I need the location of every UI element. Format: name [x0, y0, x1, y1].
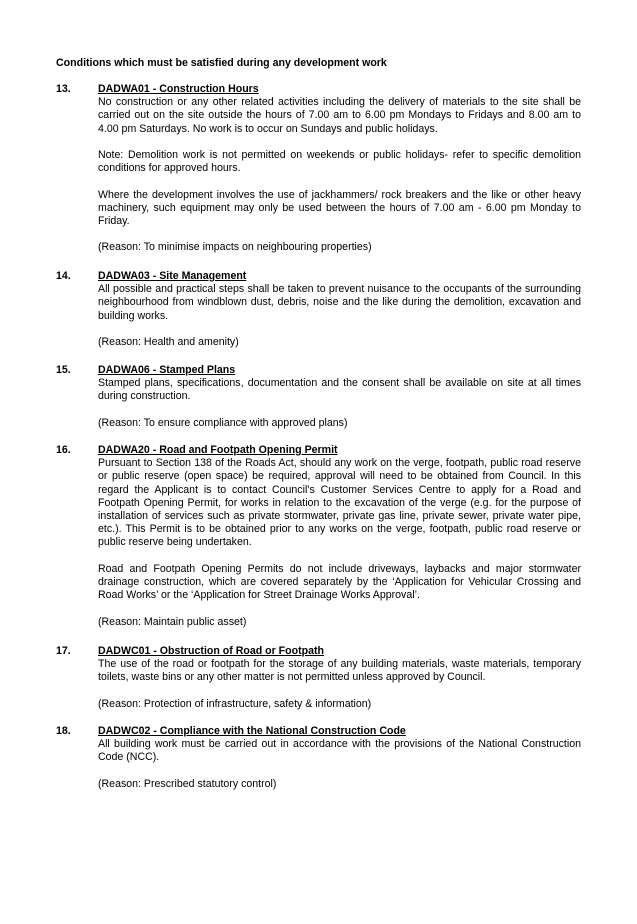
condition-13 [56, 83, 581, 255]
condition-reason: (Reason: To ensure compliance with approved plans) [98, 416, 348, 429]
condition-number: 17. [56, 645, 71, 657]
condition-paragraph: Road and Footpath Opening Permits do not include driveways, laybacks and major stormwater drainage construction, which are covered separately by the ‘Application for Vehicular Crossing and Road Works’ or the ‘Application for Street Drainage Works Approval’. [98, 562, 581, 602]
condition-18 [56, 725, 581, 791]
condition-number: 15. [56, 364, 71, 376]
condition-reason: (Reason: Prescribed statutory control) [98, 777, 277, 790]
condition-15 [56, 364, 581, 430]
condition-reason: (Reason: Protection of infrastructure, safety & information) [98, 697, 372, 710]
condition-title: DADWC01 - Obstruction of Road or Footpath [98, 645, 324, 657]
condition-number: 18. [56, 725, 71, 737]
condition-paragraph: All possible and practical steps shall be taken to prevent nuisance to the occupants of the surrounding neighbourhood from windblown dust, debris, noise and the like during the demolition, excavation and building works. [98, 283, 581, 322]
condition-title: DADWC02 - Compliance with the National Construction Code [98, 725, 406, 737]
condition-number: 16. [56, 444, 71, 456]
condition-title: DADWA20 - Road and Footpath Opening Permit [98, 444, 338, 456]
condition-paragraph: All building work must be carried out in accordance with the provisions of the National Construction Code (NCC). [98, 738, 581, 764]
condition-number: 13. [56, 83, 71, 95]
condition-14 [56, 270, 581, 349]
condition-title: DADWA03 - Site Management [98, 270, 247, 282]
condition-reason: (Reason: To minimise impacts on neighbouring properties) [98, 241, 372, 254]
condition-note: Note: Demolition work is not permitted on weekends or public holidays- refer to specific demolition conditions for approved hours. [98, 149, 581, 175]
condition-title: DADWA06 - Stamped Plans [98, 364, 236, 376]
condition-paragraph: Where the development involves the use of jackhammers/ rock breakers and the like or other heavy machinery, such equipment may only be used between the hours of 7.00 am - 6.00 pm Monday to Friday. [98, 188, 581, 227]
condition-paragraph: The use of the road or footpath for the storage of any building materials, waste materials, temporary toilets, waste bins or any other matter is not permitted unless approved by Council. [98, 658, 581, 684]
section-heading: Conditions which must be satisfied during any development work [56, 57, 387, 69]
condition-paragraph: No construction or any other related activities including the delivery of materials to the site shall be carried out on the site outside the hours of 7.00 am to 6.00 pm Mondays to Fridays and 8.00 am to 4.00 pm Saturdays. No work is to occur on Sundays and public holidays. [98, 96, 581, 135]
condition-number: 14. [56, 270, 71, 282]
condition-reason: (Reason: Health and amenity) [98, 336, 239, 348]
condition-paragraph: Stamped plans, specifications, documentation and the consent shall be available on site at all times during construction. [98, 377, 581, 403]
condition-title: DADWA01 - Construction Hours [98, 83, 259, 95]
condition-17 [56, 645, 581, 711]
condition-16 [56, 444, 581, 629]
condition-paragraph: Pursuant to Section 138 of the Roads Act, should any work on the verge, footpath, public road reserve or public reserve (open space) be required, approval will need to be obtained from Council. In this regard the Applicant is to contact Council’s Customer Services Centre to apply for a Road and Footpath Opening Permit, for works in relation to the excavation of the verge (e.g. for the purpose of installation of services such as private stormwater, private gas line, private sewer, private water pipe, etc.). This Permit is to be obtained prior to any works on the verge, footpath, public road reserve or public reserve being undertaken. [98, 457, 581, 549]
condition-reason: (Reason: Maintain public asset) [98, 615, 247, 628]
